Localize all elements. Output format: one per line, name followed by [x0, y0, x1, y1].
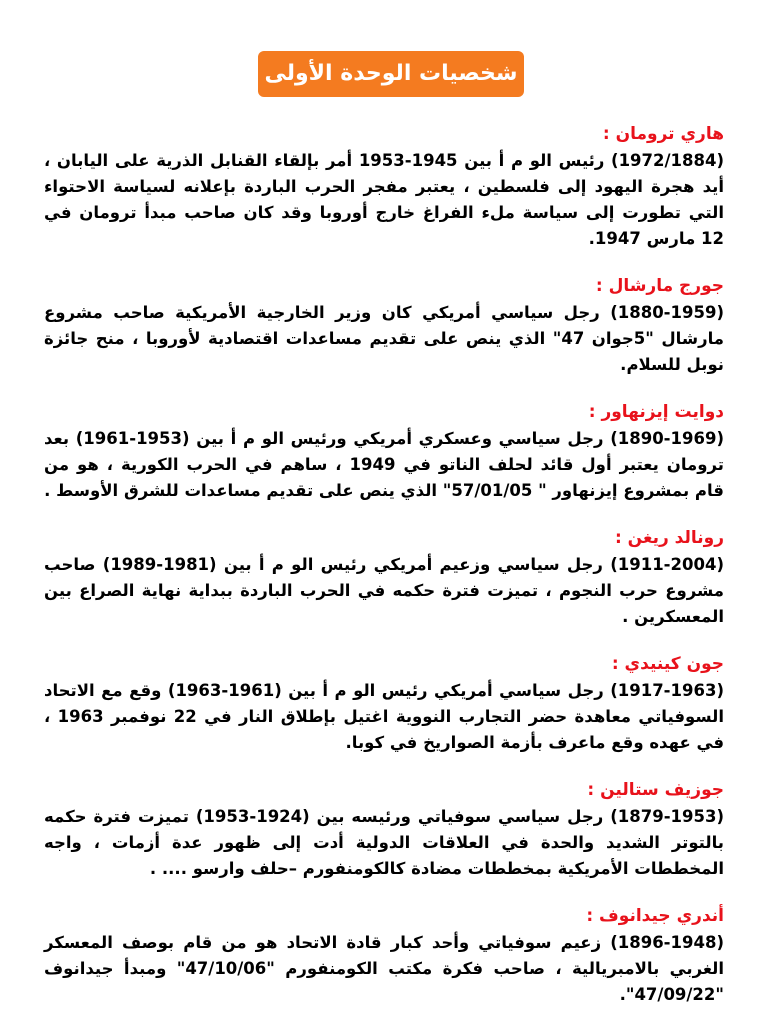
entry-text: (1917-1963) رجل سياسي أمريكي رئيس الو م أ بين (1961-1963) وقع مع الاتحاد السوفياتي معاهدة حضر التجارب النووية اغتيل بإطلاق النار في 22 نوفمبر 1963 ، في عهده وقع ماعرف بأزمة الصواريخ في كوبا. — [44, 681, 724, 752]
entry-name: جوزيف ستالين : — [587, 780, 724, 800]
entry-text: (1911-2004) رجل سياسي وزعيم أمريكي رئيس الو م أ بين (1981-1989) صاحب مشروع حرب النجوم ، تميزت فترة حكمه في الحرب الباردة ببداية نهاية الصراع بين المعسكرين . — [44, 555, 724, 626]
entry-text: (1879-1953) رجل سياسي سوفياتي ورئيسه بين (1924-1953) تميزت فترة حكمه بالتوتر الشديد والحدة في العلاقات الدولية أدت إلى ظهور عدة أزمات ، واجه المخططات الأمريكية بمخططات مضادة كالكومنفورم –حلف وارسو .... . — [44, 807, 725, 878]
entry-name: هاري ترومان : — [602, 124, 724, 144]
entry-name: جون كينيدي : — [611, 654, 724, 674]
biography-entry — [44, 400, 724, 504]
biography-entry — [44, 778, 724, 882]
page-title: شخصيات الوحدة الأولى — [258, 51, 524, 97]
entry-text: (1890-1969) رجل سياسي وعسكري أمريكي ورئيس الو م أ بين (1953-1961) بعد ترومان يعتبر أول قائد لحلف الناتو في 1949 ، ساهم في الحرب الكورية ، هو من قام بمشروع إيزنهاور " 57/01/05" الذي ينص على تقديم مساعدات للشرق الأوسط . — [44, 429, 724, 500]
entry-name: جورج مارشال : — [595, 276, 724, 296]
entry-name: دوايت إيزنهاور : — [588, 402, 724, 422]
biography-entry — [44, 526, 724, 630]
biography-list — [44, 122, 724, 1024]
entry-text: (1972/1884) رئيس الو م أ بين 1945-1953 أمر بإلقاء القنابل الذرية على اليابان ، أيد هجرة اليهود إلى فلسطين ، يعتبر مفجر الحرب الباردة بإعلانه لسياسة الاحتواء التي تطورت إلى سياسة ملء الفراغ خارج أوروبا وقد كان صاحب مبدأ ترومان في 12 مارس 1947. — [44, 151, 724, 248]
entry-name: أندري جيدانوف : — [586, 906, 724, 926]
biography-entry — [44, 274, 724, 378]
entry-name: رونالد ريغن : — [614, 528, 724, 548]
biography-entry — [44, 904, 724, 1008]
biography-entry — [44, 652, 724, 756]
biography-entry — [44, 122, 724, 252]
entry-text: (1896-1948) زعيم سوفياتي وأحد كبار قادة الاتحاد هو من قام بوصف المعسكر الغربي بالامبريالية ، صاحب فكرة مكتب الكومنفورم "47/10/06" ومبدأ جيدانوف "47/09/22". — [44, 933, 724, 1004]
entry-text: (1880-1959) رجل سياسي أمريكي كان وزير الخارجية الأمريكية صاحب مشروع مارشال "5جوان 47" الذي ينص على تقديم مساعدات اقتصادية لأوروبا ، منح جائزة نوبل للسلام. — [44, 303, 724, 374]
